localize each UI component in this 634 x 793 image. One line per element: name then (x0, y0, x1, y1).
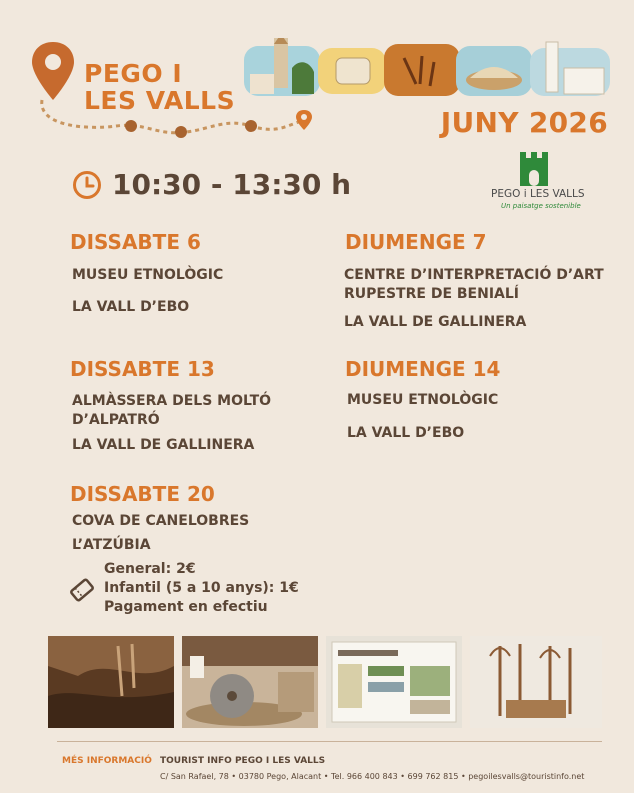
venue-name: MUSEU ETNOLÒGIC (72, 267, 224, 283)
day-title: DISSABTE 20 (70, 482, 215, 506)
payment-note: Pagament en efectiu (104, 599, 268, 615)
price-info (104, 560, 299, 617)
footer-label: MÉS INFORMACIÓ (62, 756, 152, 766)
day-title: DISSABTE 13 (70, 357, 215, 381)
photo-oil-mill (182, 636, 318, 728)
town-name: LA VALL D’EBO (347, 425, 465, 441)
ticket-icon (68, 576, 96, 604)
castle-logo-icon (517, 150, 551, 186)
day-title: DIUMENGE 14 (345, 357, 501, 381)
town-name: LA VALL D’EBO (72, 299, 190, 315)
venue-name-cont: D’ALPATRÓ (72, 412, 160, 428)
price-general: General: 2€ (104, 561, 196, 577)
price-child: Infantil (5 a 10 anys): 1€ (104, 580, 299, 596)
logo-line-1: PEGO I (84, 59, 183, 88)
banner-illustrations (244, 38, 614, 102)
brand-name: PEGO i LES VALLS (491, 188, 585, 200)
town-name: LA VALL DE GALLINERA (344, 314, 527, 330)
venue-name: MUSEU ETNOLÒGIC (347, 392, 499, 408)
clock-icon (72, 170, 102, 200)
photo-ethnological-museum (470, 636, 602, 728)
town-name: L’ATZÚBIA (72, 537, 151, 553)
photo-interpretation-panel (326, 636, 462, 728)
schedule-time: 10:30 - 13:30 h (112, 168, 352, 201)
logo-line-2: LES VALLS (84, 86, 236, 115)
footer-divider (57, 741, 602, 742)
venue-name: COVA DE CANELOBRES (72, 513, 250, 529)
brand-tagline: Un paisatge sostenible (501, 202, 581, 210)
logo-title (84, 60, 235, 114)
venue-name: CENTRE D’INTERPRETACIÓ D’ART (344, 267, 604, 283)
footer-office: TOURIST INFO PEGO I LES VALLS (160, 756, 326, 766)
day-title: DISSABTE 6 (70, 230, 201, 254)
photo-cave (48, 636, 174, 728)
banner-art (244, 38, 614, 102)
footer-address: C/ San Rafael, 78 • 03780 Pego, Alacant • Tel. 966 400 843 • 699 762 815 • pegoilesvalls@touristinfo.net (160, 772, 585, 781)
venue-name-cont: RUPESTRE DE BENIALÍ (344, 286, 520, 302)
town-name: LA VALL DE GALLINERA (72, 437, 255, 453)
day-title: DIUMENGE 7 (345, 230, 487, 254)
venue-name: ALMÀSSERA DELS MOLTÓ (72, 393, 272, 409)
month-title: JUNY 2026 (440, 106, 608, 139)
